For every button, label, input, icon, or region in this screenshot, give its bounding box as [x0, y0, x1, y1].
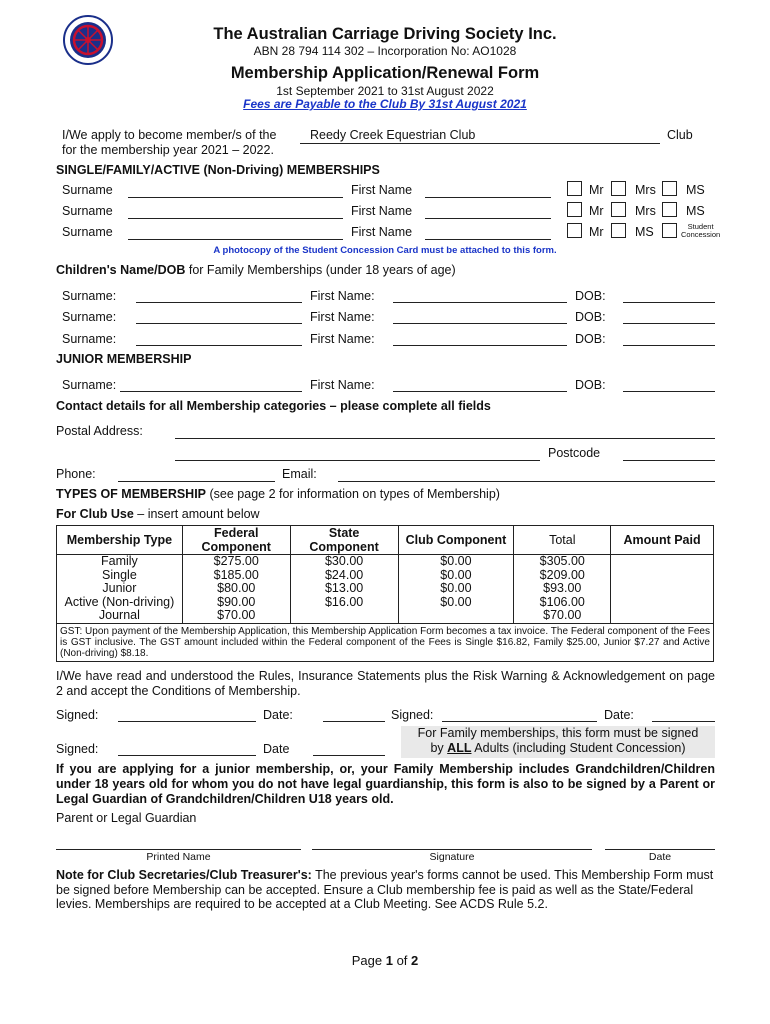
postal-address-field-2[interactable]	[175, 460, 540, 461]
club-value: $0.00	[398, 555, 514, 569]
child-dob-field[interactable]	[623, 302, 715, 303]
junior-dob-label: DOB:	[575, 378, 606, 392]
federal-value: $70.00	[182, 609, 290, 623]
children-heading	[56, 263, 456, 277]
signature-field-1[interactable]	[118, 721, 256, 722]
abn-line: ABN 28 794 114 302 – Incorporation No: AO1028	[253, 44, 517, 58]
state-value: $30.00	[290, 555, 398, 569]
gst-row	[57, 623, 714, 661]
state-value: $16.00	[290, 596, 398, 610]
org-name: The Australian Carriage Driving Society Inc.	[213, 25, 557, 43]
child-surname-field[interactable]	[136, 323, 302, 324]
date-field-3[interactable]	[313, 755, 385, 756]
types-heading-rest: (see page 2 for information on types of Membership)	[209, 487, 500, 501]
treasurer-note-bold: Note for Club Secretaries/Club Treasurer's:	[56, 868, 312, 882]
family-note-line-2	[401, 741, 715, 756]
types-heading	[56, 487, 500, 501]
fees-due-text: Fees are Payable to the Club By 31st August 2021	[243, 97, 527, 111]
col-state-component: State Component	[290, 526, 398, 555]
membership-period: 1st September 2021 to 31st August 2022	[276, 84, 494, 98]
children-heading-rest: for Family Memberships (under 18 years of age)	[188, 263, 456, 277]
page-number	[0, 953, 770, 968]
surname-label: Surname	[62, 204, 113, 218]
printed-name-field[interactable]	[56, 849, 301, 850]
federal-value: $90.00	[182, 596, 290, 610]
child-surname-label: Surname:	[62, 310, 117, 324]
total-value: $106.00	[514, 596, 611, 610]
junior-first-name-field[interactable]	[393, 391, 567, 392]
child-first-name-field[interactable]	[393, 345, 567, 346]
email-label: Email:	[282, 467, 317, 481]
form-title: Membership Application/Renewal Form	[230, 64, 540, 82]
table-row	[57, 555, 714, 569]
surname-field[interactable]	[128, 218, 343, 219]
mr-checkbox[interactable]	[567, 223, 582, 238]
family-note-by: by	[430, 741, 444, 755]
date-label-2: Date:	[604, 708, 634, 722]
first-name-label: First Name	[351, 183, 413, 197]
junior-heading: JUNIOR MEMBERSHIP	[56, 352, 192, 366]
table-header-row	[57, 526, 714, 555]
child-dob-label: DOB:	[575, 310, 606, 324]
date-label-3: Date	[263, 742, 290, 756]
child-first-name-label: First Name:	[310, 310, 375, 324]
junior-surname-field[interactable]	[120, 391, 302, 392]
email-field[interactable]	[338, 481, 715, 482]
membership-type: Family	[57, 555, 183, 569]
student-label: Student	[687, 222, 714, 231]
types-heading-bold: TYPES OF MEMBERSHIP	[56, 487, 207, 501]
contact-heading: Contact details for all Membership categories – please complete all fields	[56, 399, 491, 413]
mrs-checkbox[interactable]	[611, 181, 626, 196]
concession-label: Concession	[681, 230, 721, 239]
child-dob-field[interactable]	[623, 323, 715, 324]
first-name-label: First Name	[351, 204, 413, 218]
child-dob-field[interactable]	[623, 345, 715, 346]
club-use-rest: – insert amount below	[137, 507, 260, 521]
surname-field[interactable]	[128, 197, 343, 198]
signature-field-3[interactable]	[118, 755, 256, 756]
club-name-value[interactable]: Reedy Creek Equestrian Club	[310, 128, 476, 142]
signed-label-3: Signed:	[56, 742, 99, 756]
col-club-component: Club Component	[398, 526, 514, 555]
guardian-date-field[interactable]	[605, 849, 715, 850]
treasurer-note	[56, 868, 715, 912]
child-surname-label: Surname:	[62, 289, 117, 303]
mr-checkbox[interactable]	[567, 202, 582, 217]
gst-note: GST: Upon payment of the Membership Application, this Membership Application Form becomes a tax invoice. The Federal component of the Fees is GST inclusive. The GST amount included within the Federal component of the Fees is Single $16.82, Family $25.00, Junior $7.27 and Active (Non-driving) $8.18.	[57, 623, 714, 661]
phone-field[interactable]	[118, 481, 275, 482]
child-first-name-field[interactable]	[393, 302, 567, 303]
federal-value: $185.00	[182, 569, 290, 583]
children-heading-bold: Children's Name/DOB	[56, 263, 186, 277]
mrs-label: Mrs	[635, 204, 656, 218]
date-caption: Date	[648, 851, 672, 863]
postal-address-label: Postal Address:	[56, 424, 143, 438]
phone-label: Phone:	[56, 467, 96, 481]
membership-type: Journal	[57, 609, 183, 623]
amount-paid-cell[interactable]	[611, 555, 714, 624]
concession-note: A photocopy of the Student Concession Card must be attached to this form.	[213, 245, 557, 256]
surname-field[interactable]	[128, 239, 343, 240]
total-value: $305.00	[514, 555, 611, 569]
ms-label: MS	[686, 183, 705, 197]
signed-label-2: Signed:	[391, 708, 434, 722]
club-use-bold: For Club Use	[56, 507, 134, 521]
club-name-line	[300, 143, 660, 144]
federal-value: $80.00	[182, 582, 290, 596]
total-value: $93.00	[514, 582, 611, 596]
total-value: $70.00	[514, 609, 611, 623]
family-note-line-1: For Family memberships, this form must be signed	[417, 726, 699, 740]
ms-checkbox[interactable]	[662, 181, 677, 196]
first-name-label: First Name	[351, 225, 413, 239]
date-label: Date:	[263, 708, 293, 722]
ms-label: MS	[686, 204, 705, 218]
signature-field-2[interactable]	[442, 721, 597, 722]
club-value	[398, 609, 514, 623]
page-total: 2	[411, 953, 419, 968]
mr-label: Mr	[589, 204, 604, 218]
student-concession-label	[681, 223, 720, 239]
mrs-label: Mrs	[635, 183, 656, 197]
signed-label: Signed:	[56, 708, 99, 722]
mrs-checkbox[interactable]	[611, 202, 626, 217]
page-word: Page	[351, 953, 383, 968]
ms-checkbox[interactable]	[611, 223, 626, 238]
guardian-warning: If you are applying for a junior membership, or, your Family Membership includes Grandchildren/Children under 18 years old for whom you do not have legal guardianship, this form is also to be signed by a Parent or Legal Guardian of Grandchildren/Children U18 years old.	[56, 762, 715, 806]
junior-surname-label: Surname:	[62, 378, 117, 392]
club-value: $0.00	[398, 569, 514, 583]
col-amount-paid: Amount Paid	[611, 526, 714, 555]
membership-type: Active (Non-driving)	[57, 596, 183, 610]
membership-type: Single	[57, 569, 183, 583]
declaration-text: I/We have read and understood the Rules, Insurance Statements plus the Risk Warning & Acknowledgement on page 2 and accept the Conditions of Membership.	[56, 669, 715, 698]
federal-value: $275.00	[182, 555, 290, 569]
mr-label: Mr	[589, 183, 604, 197]
family-signing-note	[401, 726, 715, 758]
guardian-signature-field[interactable]	[312, 849, 592, 850]
membership-type: Junior	[57, 582, 183, 596]
club-value: $0.00	[398, 596, 514, 610]
membership-fees-table	[56, 525, 714, 662]
junior-first-name-label: First Name:	[310, 378, 375, 392]
child-surname-field[interactable]	[136, 345, 302, 346]
child-first-name-label: First Name:	[310, 289, 375, 303]
child-dob-label: DOB:	[575, 289, 606, 303]
page-current: 1	[385, 953, 393, 968]
first-name-field[interactable]	[425, 197, 551, 198]
family-note-all: ALL	[447, 741, 472, 755]
treasurer-note-text: The previous year's forms cannot be used. This Membership Form must be signed before Membership can be accepted. Ensure a Club membership fee is paid as well as the State/Federal levies. Memberships are required to be accepted at a Club Meeting. See ACDS Rule 5.2.	[56, 868, 714, 911]
guardian-label: Parent or Legal Guardian	[56, 811, 197, 825]
date-field-1[interactable]	[323, 721, 385, 722]
postal-address-field-1[interactable]	[175, 438, 715, 439]
child-surname-field[interactable]	[136, 302, 302, 303]
child-first-name-label: First Name:	[310, 332, 375, 346]
junior-dob-field[interactable]	[623, 391, 715, 392]
ms-checkbox[interactable]	[662, 202, 677, 217]
club-value: $0.00	[398, 582, 514, 596]
apply-line-1: I/We apply to become member/s of the	[62, 128, 277, 142]
ms-label: MS	[635, 225, 654, 239]
family-note-adults: Adults (including Student Concession)	[474, 741, 686, 755]
state-value: $13.00	[290, 582, 398, 596]
first-name-field[interactable]	[425, 239, 551, 240]
postcode-label: Postcode	[548, 446, 601, 460]
child-dob-label: DOB:	[575, 332, 606, 346]
surname-label: Surname	[62, 225, 113, 239]
mr-checkbox[interactable]	[567, 181, 582, 196]
signature-caption: Signature	[429, 851, 475, 863]
club-use-line	[56, 507, 260, 521]
date-field-2[interactable]	[652, 721, 715, 722]
col-total: Total	[514, 526, 611, 555]
mr-label: Mr	[589, 225, 604, 239]
student-concession-checkbox[interactable]	[662, 223, 677, 238]
surname-label: Surname	[62, 183, 113, 197]
club-label: Club	[667, 128, 693, 142]
printed-name-caption: Printed Name	[146, 851, 211, 863]
child-first-name-field[interactable]	[393, 323, 567, 324]
page-of: of	[396, 953, 408, 968]
apply-line-2: for the membership year 2021 – 2022.	[62, 143, 274, 157]
total-value: $209.00	[514, 569, 611, 583]
state-value	[290, 609, 398, 623]
single-family-heading: SINGLE/FAMILY/ACTIVE (Non-Driving) MEMBERSHIPS	[56, 163, 380, 177]
child-surname-label: Surname:	[62, 332, 117, 346]
fees-due-notice	[0, 97, 770, 111]
col-federal-component: Federal Component	[182, 526, 290, 555]
col-membership-type: Membership Type	[57, 526, 183, 555]
state-value: $24.00	[290, 569, 398, 583]
first-name-field[interactable]	[425, 218, 551, 219]
postcode-field[interactable]	[623, 460, 715, 461]
